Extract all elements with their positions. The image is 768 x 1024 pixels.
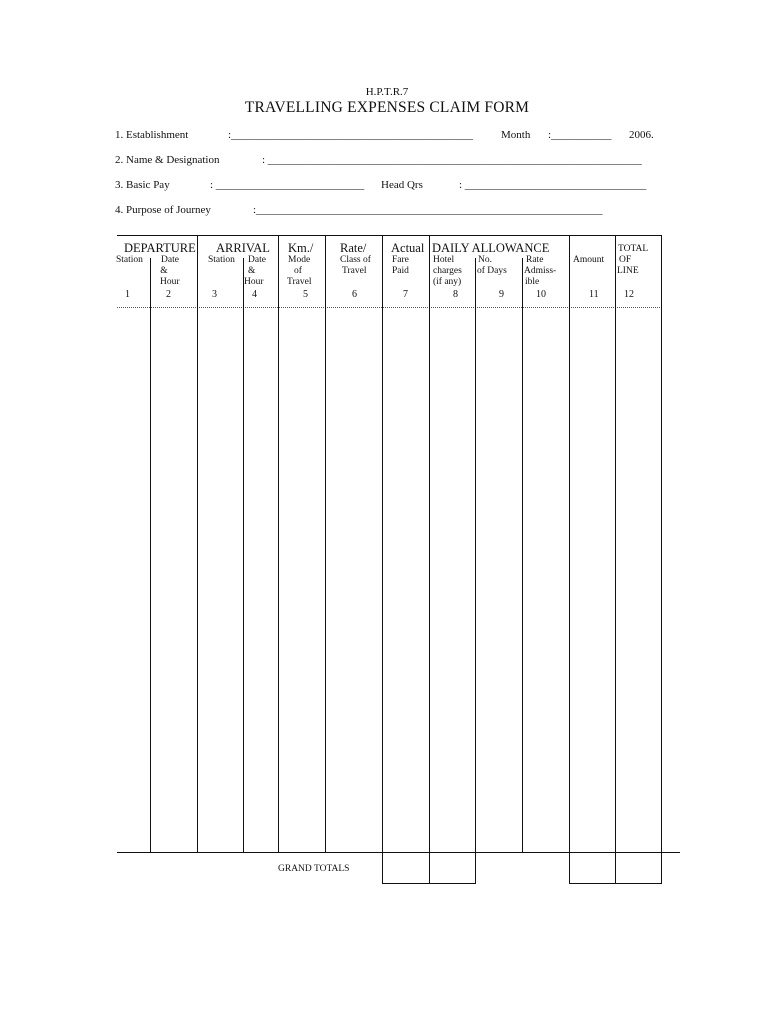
col-5-header-line-3: Travel xyxy=(287,277,312,287)
column-divider-10 xyxy=(569,235,570,883)
col-8-header-line-2: charges xyxy=(433,266,462,276)
header-dotted-rule xyxy=(117,307,662,308)
grand-total-box-bottom-a xyxy=(382,883,476,884)
col-6-header-line-2: Travel xyxy=(342,266,367,276)
grand-totals-label: GRAND TOTALS xyxy=(278,864,350,874)
col-10-header-line-2: Admiss- xyxy=(524,266,557,276)
column-divider-7 xyxy=(429,235,430,883)
column-divider-12 xyxy=(661,235,662,883)
form-code: H.P.T.R.7 xyxy=(365,86,409,98)
col-number-6: 6 xyxy=(352,289,357,300)
col-7-header-line-2: Paid xyxy=(392,266,409,276)
col-1-header: Station xyxy=(116,255,143,265)
col-number-1: 1 xyxy=(125,289,130,300)
grand-total-box-bottom-b xyxy=(569,883,662,884)
group-daily-allowance: DAILY ALLOWANCE xyxy=(432,241,550,255)
group-arrival: ARRIVAL xyxy=(216,241,270,255)
col-9-header-line-1: No. xyxy=(478,255,492,265)
group-total: TOTAL xyxy=(618,244,649,254)
group-departure: DEPARTURE xyxy=(124,241,196,255)
col-11-header: Amount xyxy=(573,255,605,265)
col-3-header: Station xyxy=(208,255,235,265)
column-divider-4 xyxy=(278,235,279,852)
column-divider-9 xyxy=(522,258,523,852)
col-number-11: 11 xyxy=(589,289,599,300)
basic-pay-label: 3. Basic Pay xyxy=(115,179,170,191)
col-8-header-line-1: Hotel xyxy=(433,255,455,265)
col-8-header-line-3: (if any) xyxy=(433,277,462,287)
column-divider-3 xyxy=(243,258,244,852)
col-9-header-line-2: of Days xyxy=(477,266,507,276)
col-2-header-line-2: & xyxy=(160,266,168,276)
col-10-header-line-3: ible xyxy=(525,277,540,287)
column-divider-11 xyxy=(615,235,616,883)
col-number-9: 9 xyxy=(499,289,504,300)
name-designation-label: 2. Name & Designation xyxy=(115,154,220,166)
col-number-5: 5 xyxy=(303,289,308,300)
col-7-header-line-1: Fare xyxy=(392,255,409,265)
col-4-header-line-2: & xyxy=(248,266,256,276)
column-divider-8 xyxy=(475,258,476,883)
head-qrs-field[interactable]: : _________________________________ xyxy=(459,179,647,191)
column-divider-2 xyxy=(197,235,198,852)
col-number-7: 7 xyxy=(403,289,408,300)
month-field[interactable]: :___________ xyxy=(548,129,612,141)
col-4-header-line-3: Hour xyxy=(244,277,264,287)
establishment-field[interactable]: :____________________________________________ xyxy=(228,129,474,141)
purpose-field[interactable]: :_______________________________________________________________ xyxy=(253,204,603,216)
table-top-border xyxy=(117,235,662,236)
year-text: 2006. xyxy=(629,129,654,141)
col-number-3: 3 xyxy=(212,289,217,300)
col-6-header-line-1: Class of xyxy=(340,255,371,265)
col-10-header-line-1: Rate xyxy=(526,255,544,265)
head-qrs-label: Head Qrs xyxy=(381,179,423,191)
column-divider-5 xyxy=(325,235,326,852)
form-title: TRAVELLING EXPENSES CLAIM FORM xyxy=(244,99,530,116)
col-number-4: 4 xyxy=(252,289,257,300)
col-number-8: 8 xyxy=(453,289,458,300)
column-divider-6 xyxy=(382,235,383,883)
group-rate: Rate/ xyxy=(340,241,367,255)
column-divider-1 xyxy=(150,258,151,852)
name-designation-field[interactable]: : ____________________________________________________________________ xyxy=(262,154,642,166)
establishment-label: 1. Establishment xyxy=(115,129,189,141)
col-number-12: 12 xyxy=(624,289,634,300)
col-5-header-line-1: Mode xyxy=(288,255,311,265)
col-number-10: 10 xyxy=(536,289,546,300)
month-label: Month xyxy=(501,129,531,141)
purpose-label: 4. Purpose of Journey xyxy=(115,204,211,216)
table-bottom-border xyxy=(117,852,680,853)
col-4-header-line-1: Date xyxy=(248,255,266,265)
col-12-header-line-1: OF xyxy=(619,255,632,265)
col-number-2: 2 xyxy=(166,289,171,300)
col-2-header-line-1: Date xyxy=(161,255,179,265)
group-km: Km./ xyxy=(288,241,314,255)
group-actual: Actual xyxy=(391,241,425,255)
basic-pay-field[interactable]: : ___________________________ xyxy=(210,179,365,191)
col-2-header-line-3: Hour xyxy=(160,277,180,287)
col-5-header-line-2: of xyxy=(294,266,302,276)
col-12-header-line-2: LINE xyxy=(617,266,639,276)
